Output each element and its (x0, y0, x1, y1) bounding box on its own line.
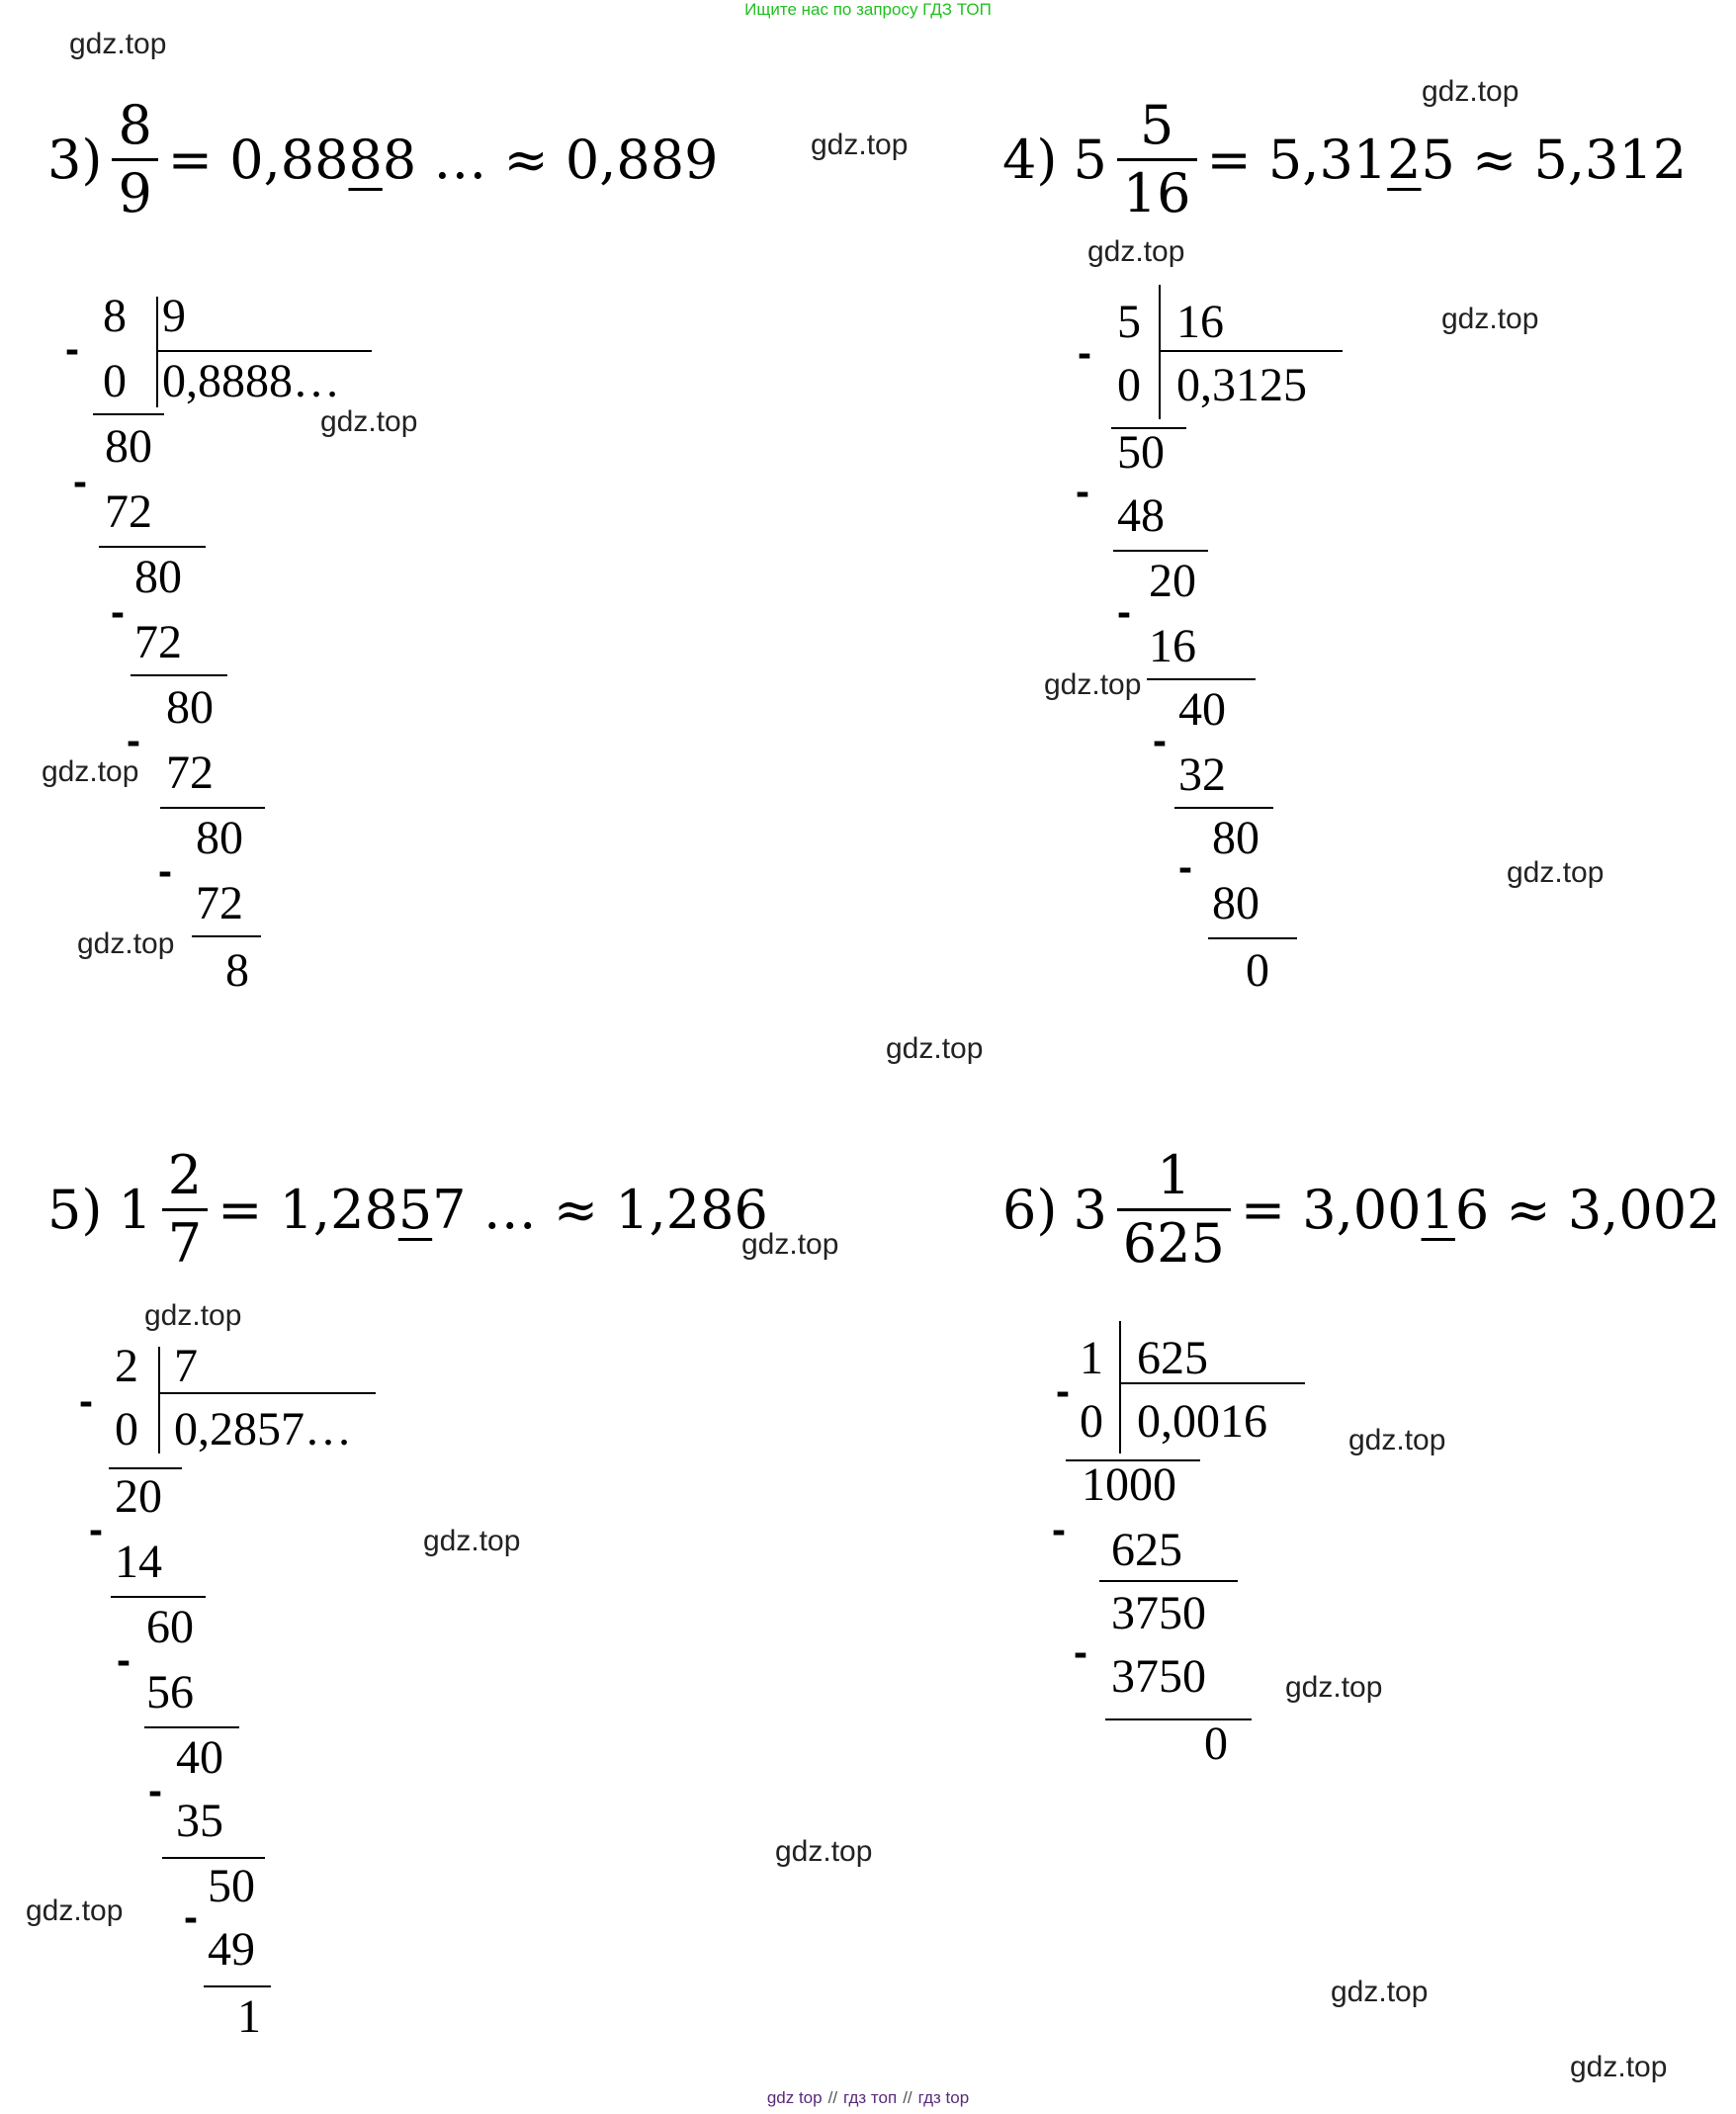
rule (204, 1985, 271, 1987)
division-row: 3750 (1111, 1650, 1206, 1703)
division-row: 40 (176, 1731, 223, 1784)
numerator: 8 (118, 94, 152, 156)
result-lead: = 3,00 (1240, 1179, 1422, 1241)
division-row: 72 (105, 485, 152, 538)
result-tail: 6 ≈ 3,002 (1454, 1179, 1721, 1241)
divisor: 9 (162, 290, 186, 342)
numerator: 5 (1139, 94, 1174, 156)
result-lead: = 1,28 (217, 1179, 398, 1241)
division-row: 3750 (1111, 1587, 1206, 1639)
minus-sign: - (148, 1767, 162, 1813)
quotient-line (1159, 350, 1343, 352)
minus-sign: - (1076, 468, 1089, 514)
first-subtrahend: 0 (103, 355, 127, 407)
watermark: gdz.top (77, 927, 175, 960)
division-row: 20 (115, 1470, 162, 1523)
first-subtrahend: 0 (1080, 1395, 1103, 1448)
problem-number: 3) (47, 129, 103, 191)
numerator: 2 (167, 1144, 203, 1206)
rule (1208, 937, 1297, 939)
watermark: gdz.top (423, 1525, 521, 1557)
division-row: 625 (1111, 1524, 1182, 1576)
remainder: 1 (237, 1990, 261, 2043)
rounding-digit: 2 (1387, 129, 1422, 191)
divisor: 625 (1137, 1332, 1208, 1384)
rule (111, 1596, 206, 1598)
watermark: gdz.top (886, 1032, 984, 1065)
watermark: gdz.top (144, 1299, 242, 1332)
minus-sign: - (1117, 588, 1131, 635)
rule (109, 1467, 182, 1469)
dividend: 2 (115, 1340, 138, 1392)
minus-sign: - (117, 1636, 130, 1683)
quotient: 0,8888… (162, 355, 340, 407)
watermark: gdz.top (42, 755, 139, 788)
remainder: 8 (225, 944, 249, 997)
division-bar (156, 297, 158, 407)
minus-sign: - (1074, 1629, 1087, 1675)
division-row: 1000 (1082, 1458, 1176, 1511)
result-lead: = 0,88 (167, 129, 349, 191)
denominator: 625 (1117, 1208, 1231, 1271)
division-row: 16 (1149, 620, 1196, 672)
rounding-digit: 5 (397, 1179, 433, 1241)
rule (162, 1857, 265, 1859)
problem-number: 4) (1002, 129, 1058, 191)
watermark: gdz.top (1441, 303, 1539, 335)
division-row: 49 (208, 1923, 255, 1976)
whole-part: 3 (1073, 1179, 1107, 1241)
division-row: 32 (1178, 749, 1226, 801)
rule (1105, 1718, 1252, 1720)
whole-part: 5 (1073, 129, 1107, 191)
minus-sign: - (111, 588, 125, 635)
footer-separator: // (827, 2088, 838, 2107)
division-bar (158, 1347, 160, 1453)
watermark: gdz.top (1348, 1424, 1446, 1456)
quotient-line (1119, 1382, 1305, 1384)
footer-links (0, 2088, 1736, 2108)
rule (1174, 807, 1273, 809)
quotient-line (158, 1392, 376, 1394)
watermark: gdz.top (69, 28, 167, 60)
dividend: 8 (103, 290, 127, 342)
division-row: 80 (1212, 812, 1259, 864)
whole-part: 1 (118, 1179, 152, 1241)
dividend: 1 (1080, 1332, 1103, 1384)
division-row: 50 (208, 1860, 255, 1912)
minus-sign: - (127, 717, 140, 763)
quotient-line (156, 350, 372, 352)
minus-sign: - (73, 458, 87, 504)
watermark: gdz.top (1285, 1671, 1383, 1704)
minus-sign: - (158, 847, 172, 894)
fraction (162, 1144, 208, 1275)
minus-sign: - (1052, 1506, 1066, 1552)
division-row: 14 (115, 1536, 162, 1588)
watermark: gdz.top (1087, 235, 1185, 268)
division-row: 40 (1178, 683, 1226, 736)
divisor: 7 (174, 1340, 198, 1392)
minus-sign: - (184, 1894, 198, 1940)
division-row: 80 (166, 681, 214, 734)
fraction (1117, 1144, 1231, 1275)
remainder: 0 (1246, 944, 1269, 997)
result-lead: = 5,31 (1206, 129, 1388, 191)
minus-sign: - (89, 1506, 103, 1552)
division-row: 72 (166, 747, 214, 799)
minus-sign: - (1056, 1367, 1070, 1414)
watermark: gdz.top (741, 1228, 839, 1261)
minus-sign: - (79, 1377, 93, 1424)
division-row: 80 (105, 420, 152, 473)
rule (160, 807, 265, 809)
division-row: 80 (134, 551, 182, 603)
division-row: 80 (1212, 877, 1259, 929)
division-bar (1159, 285, 1161, 419)
numerator: 1 (1157, 1144, 1191, 1206)
rule (144, 1726, 239, 1728)
equation-6 (1002, 1144, 1721, 1275)
division-row: 80 (196, 812, 243, 864)
watermark: gdz.top (1044, 668, 1142, 701)
division-row: 48 (1117, 489, 1165, 542)
rule (130, 674, 227, 676)
minus-sign: - (65, 325, 79, 372)
minus-sign: - (1178, 843, 1192, 890)
fraction (1117, 94, 1197, 224)
denominator: 9 (112, 158, 157, 220)
search-hint-link[interactable]: Ищите нас по запросу ГДЗ ТОП (744, 0, 992, 19)
rule (93, 413, 164, 415)
result-tail: 5 ≈ 5,312 (1421, 129, 1688, 191)
quotient: 0,0016 (1137, 1395, 1267, 1448)
watermark: gdz.top (1570, 2051, 1668, 2083)
division-row: 72 (196, 877, 243, 929)
problem-number: 6) (1002, 1179, 1058, 1241)
watermark: gdz.top (1507, 856, 1605, 889)
rule (99, 546, 206, 548)
watermark: gdz.top (26, 1894, 124, 1927)
minus-sign: - (1078, 329, 1091, 376)
rounding-digit: 1 (1421, 1179, 1455, 1241)
division-row: 20 (1149, 555, 1196, 607)
problem-number: 5) (47, 1179, 103, 1241)
quotient: 0,2857… (174, 1403, 352, 1455)
watermark: gdz.top (320, 405, 418, 438)
division-row: 56 (146, 1666, 194, 1718)
equation-5 (47, 1144, 768, 1275)
equation-3 (47, 94, 719, 224)
minus-sign: - (1153, 717, 1167, 763)
rule (1113, 550, 1208, 552)
remainder: 0 (1204, 1718, 1228, 1770)
equation-4 (1002, 94, 1688, 224)
division-row: 50 (1117, 426, 1165, 479)
footer-link-gdz-top-mixed[interactable]: гдз top (917, 2088, 970, 2107)
division-row: 35 (176, 1795, 223, 1847)
watermark: gdz.top (775, 1835, 873, 1868)
footer-link-gdz-top-ru[interactable]: гдз топ (843, 2088, 898, 2107)
divisor: 16 (1176, 296, 1224, 348)
footer-separator: // (903, 2088, 912, 2107)
first-subtrahend: 0 (115, 1403, 138, 1455)
rule (1099, 1580, 1238, 1582)
quotient: 0,3125 (1176, 359, 1307, 411)
fraction (112, 94, 157, 224)
result-tail: 8 … ≈ 0,889 (382, 129, 719, 191)
dividend: 5 (1117, 296, 1141, 348)
division-row: 60 (146, 1601, 194, 1653)
footer-link-gdz-top[interactable]: gdz top (766, 2088, 823, 2107)
rounding-digit: 8 (348, 129, 383, 191)
division-row: 72 (134, 616, 182, 668)
result-tail: 7 … ≈ 1,286 (432, 1179, 768, 1241)
denominator: 16 (1117, 158, 1197, 220)
first-subtrahend: 0 (1117, 359, 1141, 411)
division-bar (1119, 1321, 1121, 1453)
rule (1147, 678, 1256, 680)
watermark: gdz.top (811, 129, 909, 161)
rule (192, 935, 261, 937)
watermark: gdz.top (1331, 1976, 1429, 2008)
denominator: 7 (162, 1208, 208, 1271)
watermark: gdz.top (1422, 75, 1519, 108)
